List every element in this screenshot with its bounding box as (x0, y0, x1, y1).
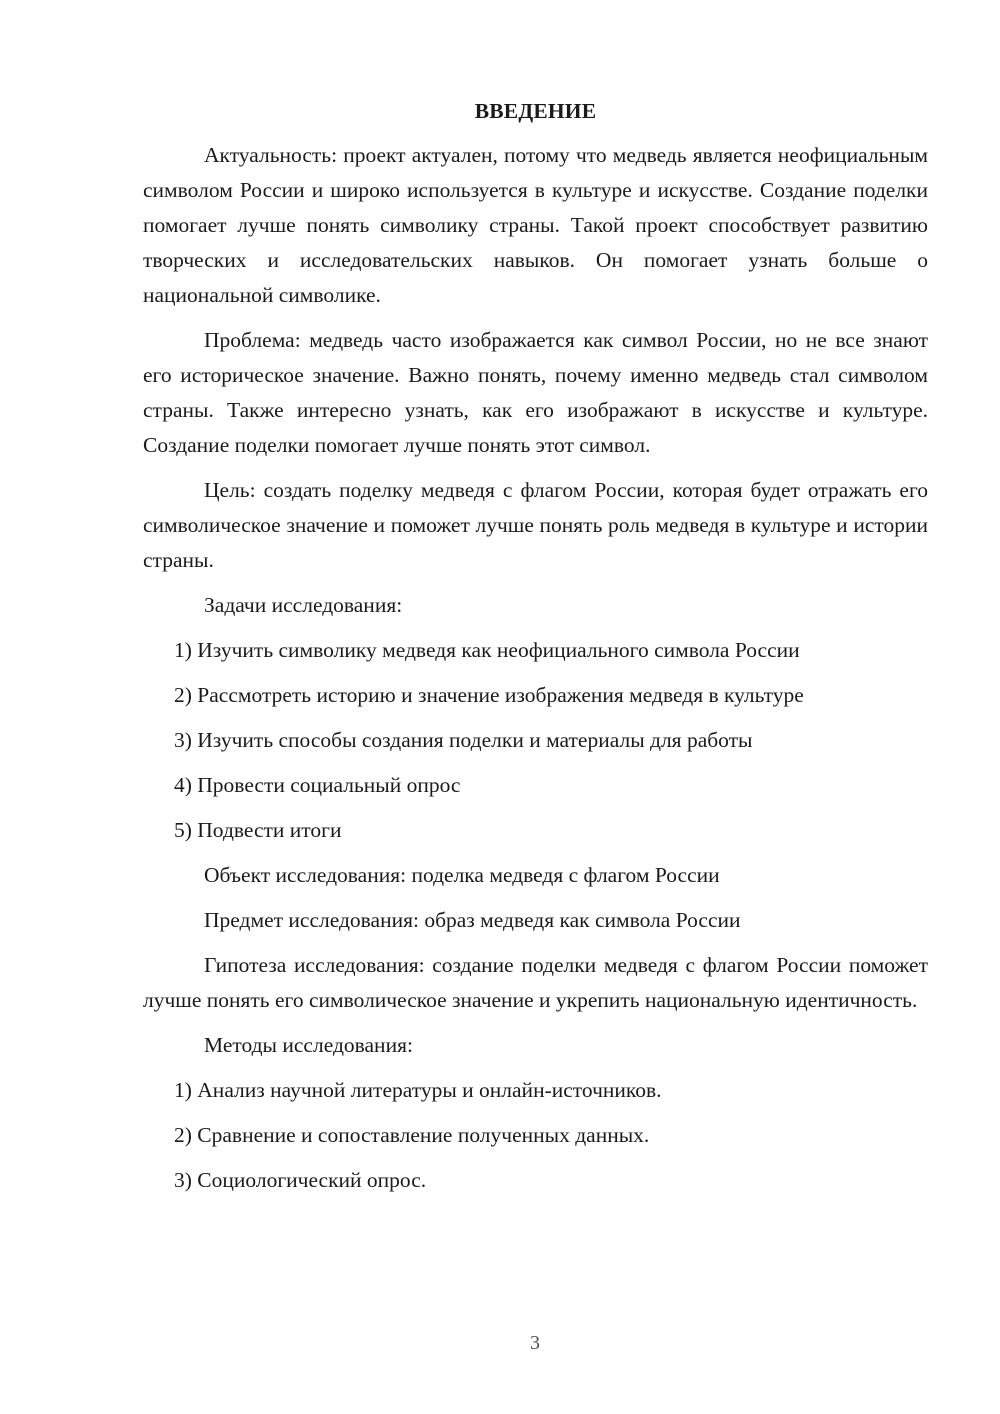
list-item: 3) Социологический опрос. (174, 1168, 427, 1192)
goal-paragraph: Цель: создать поделку медведя с флагом России, которая будет отражать его символическое значение и поможет лучше понять роль медведя в культуре и истории страны. (143, 478, 928, 572)
list-item: 2) Рассмотреть историю и значение изображения медведя в культуре (174, 683, 804, 707)
list-item: 1) Анализ научной литературы и онлайн-источников. (174, 1078, 662, 1102)
list-item: 2) Сравнение и сопоставление полученных данных. (174, 1123, 650, 1147)
methods-list (143, 1073, 928, 1198)
hypothesis-paragraph: Гипотеза исследования: создание поделки медведя с флагом России поможет лучше понять его символическое значение и укрепить национальную идентичность. (143, 953, 928, 1012)
list-item: 5) Подвести итоги (174, 818, 342, 842)
relevance-paragraph: Актуальность: проект актуален, потому что медведь является неофициальным символом России и широко используется в культуре и искусстве. Создание поделки помогает лучше понять символику страны. Такой проект способствует развитию творческих и исследовательских навыков. Он помогает узнать больше о национальной символике. (143, 143, 928, 307)
object-line: Объект исследования: поделка медведя с флагом России (204, 863, 720, 887)
page-title: ВВЕДЕНИЕ (474, 99, 597, 123)
tasks-list (143, 633, 928, 848)
tasks-heading: Задачи исследования: (204, 593, 403, 617)
subject-line: Предмет исследования: образ медведя как символа России (204, 908, 741, 932)
list-item: 1) Изучить символику медведя как неофициального символа России (174, 638, 800, 662)
document-page (143, 96, 928, 1208)
problem-paragraph: Проблема: медведь часто изображается как символ России, но не все знают его историческое значение. Важно понять, почему именно медведь стал символом страны. Также интересно узнать, как его изображают в искусстве и культуре. Создание поделки помогает лучше понять этот символ. (143, 328, 928, 457)
methods-heading: Методы исследования: (204, 1033, 413, 1057)
list-item: 3) Изучить способы создания поделки и материалы для работы (174, 728, 753, 752)
page-number: 3 (530, 1332, 540, 1354)
list-item: 4) Провести социальный опрос (174, 773, 461, 797)
